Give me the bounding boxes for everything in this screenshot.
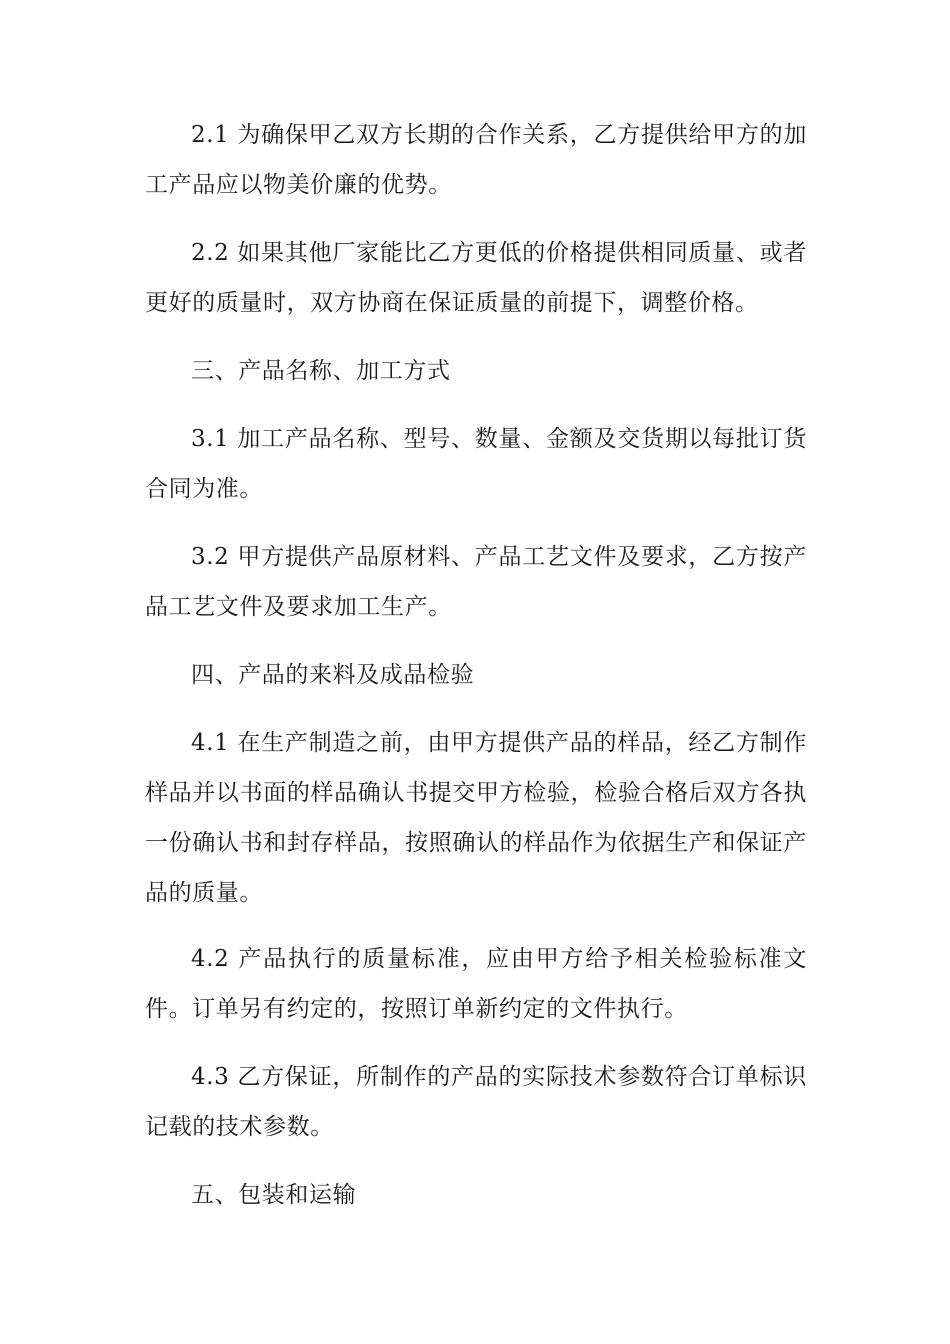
paragraph-2-2: 2.2 如果其他厂家能比乙方更低的价格提供相同质量、或者更好的质量时，双方协商在保证质量的前提下，调整价格。 xyxy=(145,240,807,316)
section-heading-3: 三、产品名称、加工方式 xyxy=(191,358,451,384)
paragraph-4-1: 4.1 在生产制造之前，由甲方提供产品的样品，经乙方制作样品并以书面的样品确认书提交甲方检验，检验合格后双方各执一份确认书和封存样品，按照确认的样品作为依据生产和保证产品的质量。 xyxy=(145,730,807,906)
paragraph-4-2: 4.2 产品执行的质量标准，应由甲方给予相关检验标准文件。订单另有约定的，按照订单新约定的文件执行。 xyxy=(145,946,807,1022)
section-heading-4: 四、产品的来料及成品检验 xyxy=(191,662,475,688)
paragraph-3-1: 3.1 加工产品名称、型号、数量、金额及交货期以每批订货合同为准。 xyxy=(145,426,807,502)
paragraph-4-3: 4.3 乙方保证，所制作的产品的实际技术参数符合订单标识记载的技术参数。 xyxy=(145,1064,807,1140)
paragraph-3-2: 3.2 甲方提供产品原材料、产品工艺文件及要求，乙方按产品工艺文件及要求加工生产。 xyxy=(145,544,807,620)
paragraph-2-1: 2.1 为确保甲乙双方长期的合作关系，乙方提供给甲方的加工产品应以物美价廉的优势。 xyxy=(145,122,807,198)
section-heading-5: 五、包装和运输 xyxy=(191,1182,357,1208)
